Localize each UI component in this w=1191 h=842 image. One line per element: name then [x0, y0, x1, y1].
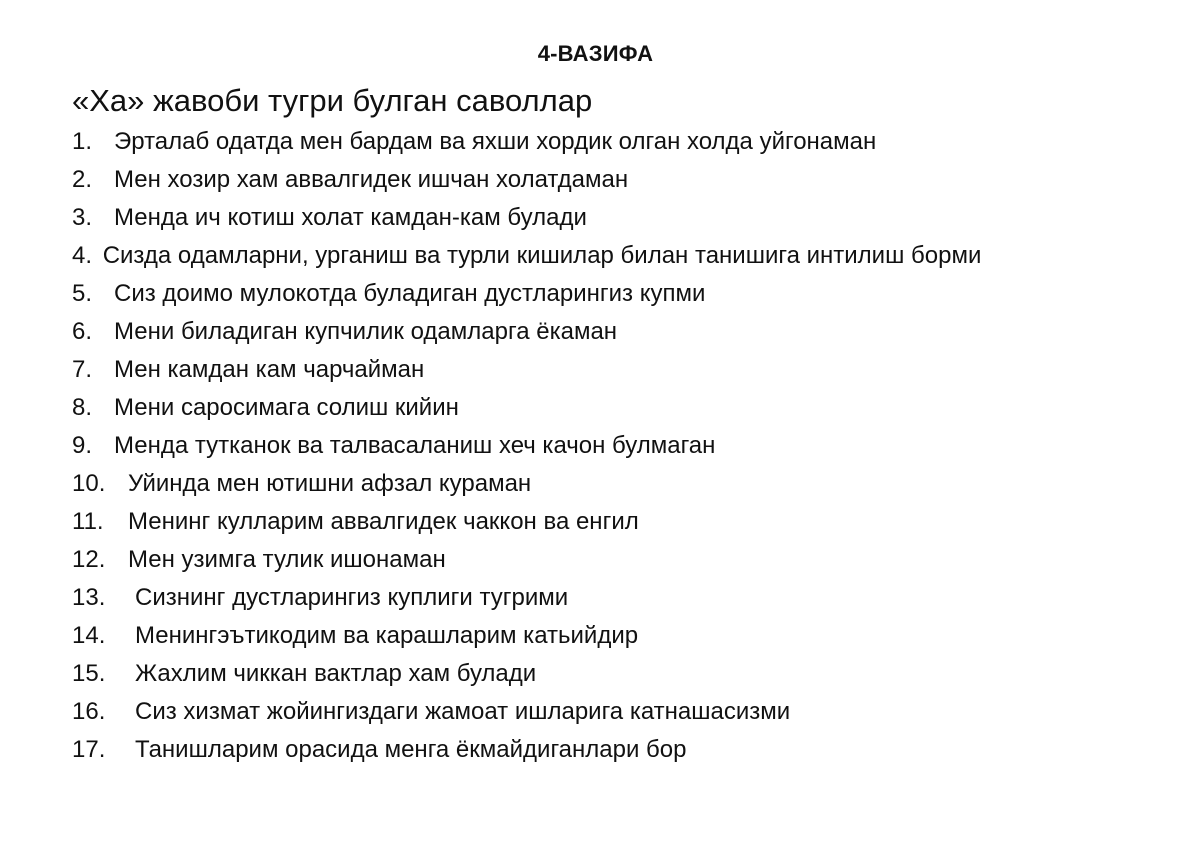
question-text: Мен хозир хам аввалгидек ишчан холатдаман — [114, 166, 629, 193]
question-text: Мен камдан кам чарчайман — [114, 356, 425, 383]
question-number: 17. — [72, 736, 106, 763]
question-text: Менинг кулларим аввалгидек чаккон ва енгил — [128, 508, 639, 535]
question-number: 2. — [72, 166, 93, 193]
list-item — [72, 275, 1148, 313]
question-text: Мени саросимага солиш кийин — [114, 394, 459, 421]
list-item — [72, 199, 1148, 237]
question-text: Сиз хизмат жойингиздаги жамоат ишларига катнашасизми — [135, 698, 791, 725]
question-text: Сиз доимо мулокотда буладиган дустларингиз купми — [114, 280, 706, 307]
list-item — [72, 693, 1148, 731]
list-item — [72, 389, 1148, 427]
question-text: Менда тутканок ва талвасаланиш хеч качон булмаган — [114, 432, 716, 459]
list-item — [72, 161, 1148, 199]
page-title: 4-ВАЗИФА — [537, 41, 654, 66]
question-text: Танишларим орасида менга ёкмайдиганлари бор — [135, 736, 687, 763]
page-subtitle: «Ха» жавоби тугри булган саволлар — [72, 83, 593, 118]
question-number: 12. — [72, 546, 106, 573]
question-text: Жахлим чиккан вактлар хам булади — [135, 660, 537, 687]
question-text: Эрталаб одатда мен бардам ва яхши хордик олган холда уйгонаман — [114, 128, 877, 155]
question-number: 3. — [72, 204, 93, 231]
list-item — [72, 123, 1148, 161]
question-number: 4. — [72, 242, 93, 269]
question-number: 5. — [72, 280, 93, 307]
question-number: 13. — [72, 584, 106, 611]
list-item — [72, 503, 1148, 541]
list-item — [72, 617, 1148, 655]
list-item — [72, 541, 1148, 579]
question-text: Менда ич котиш холат камдан-кам булади — [114, 204, 587, 231]
list-item — [72, 313, 1148, 351]
question-number: 14. — [72, 622, 106, 649]
question-number: 11. — [72, 508, 104, 535]
question-list — [72, 123, 1148, 769]
question-number: 1. — [72, 128, 93, 155]
question-number: 8. — [72, 394, 93, 421]
list-item — [72, 579, 1148, 617]
question-number: 10. — [72, 470, 106, 497]
list-item — [72, 731, 1148, 769]
list-item — [72, 351, 1148, 389]
question-text: Мени биладиган купчилик одамларга ёкаман — [114, 318, 618, 345]
question-number: 9. — [72, 432, 93, 459]
question-number: 6. — [72, 318, 93, 345]
list-item — [72, 465, 1148, 503]
list-item — [72, 237, 1148, 275]
question-number: 15. — [72, 660, 106, 687]
question-text: Менингэътикодим ва карашларим катьийдир — [135, 622, 639, 649]
question-text: Сизнинг дустларингиз куплиги тугрими — [135, 584, 569, 611]
list-item — [72, 427, 1148, 465]
question-text: Сизда одамларни, урганиш ва турли кишилар билан танишига интилиш борми — [102, 242, 982, 269]
question-text: Мен узимга тулик ишонаман — [128, 546, 446, 573]
question-number: 7. — [72, 356, 93, 383]
question-text: Уйинда мен ютишни афзал кураман — [128, 470, 532, 497]
question-number: 16. — [72, 698, 106, 725]
list-item — [72, 655, 1148, 693]
